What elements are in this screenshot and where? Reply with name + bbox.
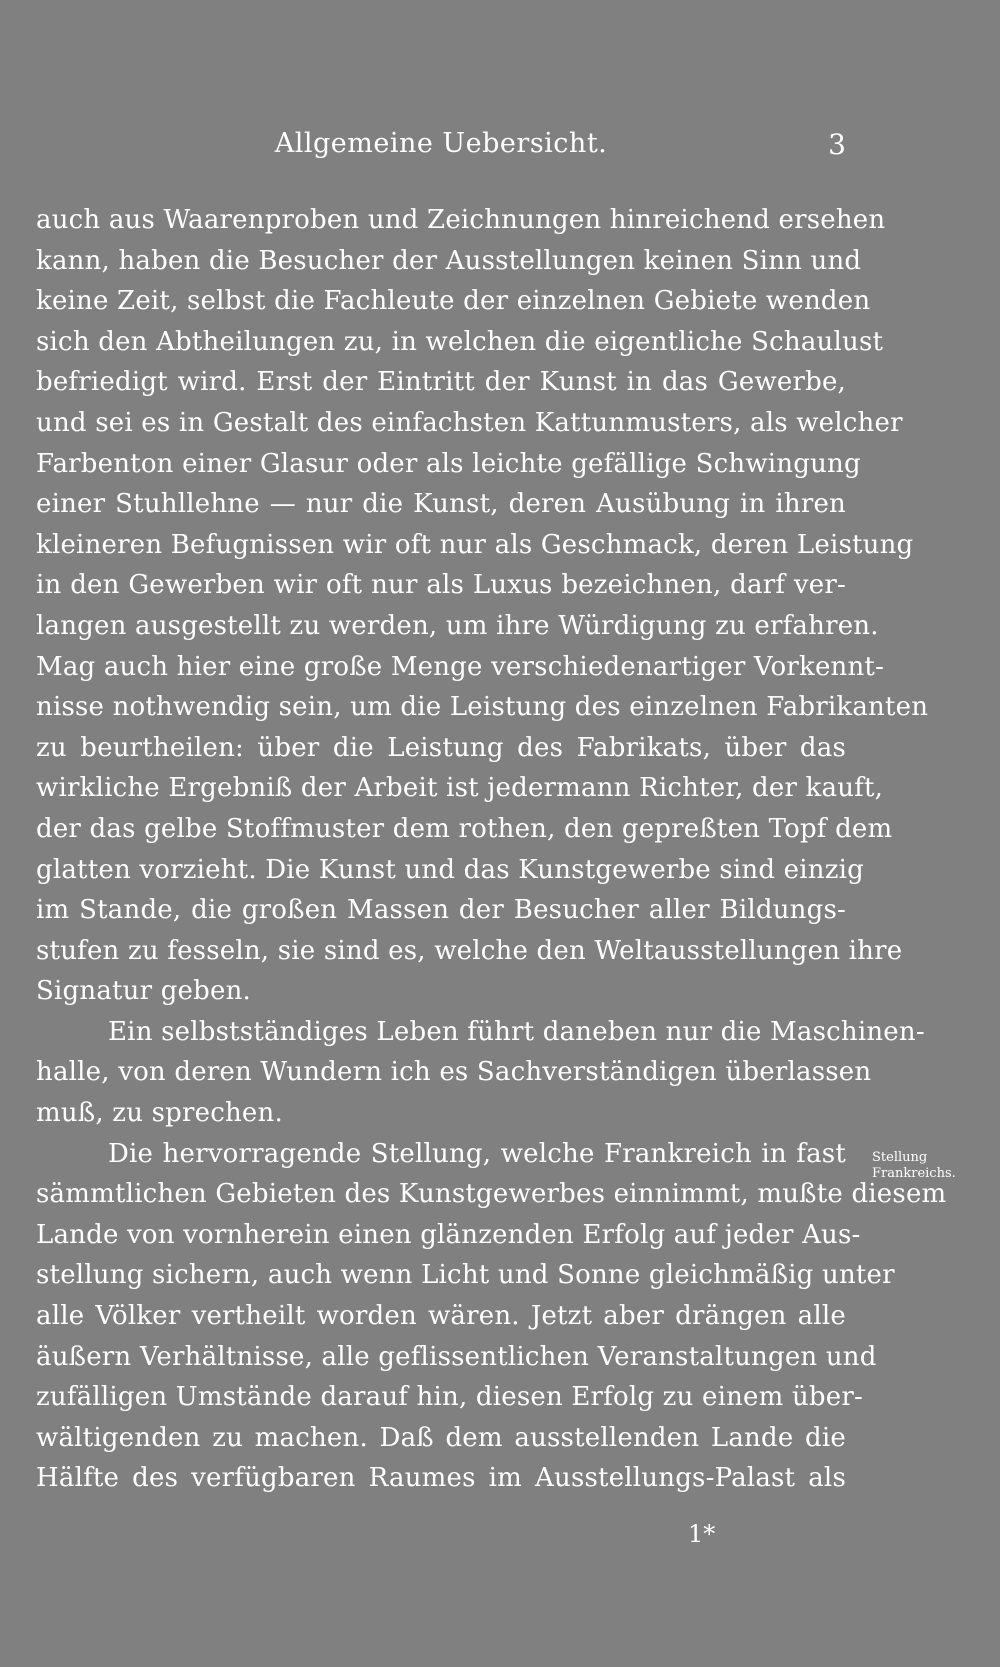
text-line: wältigenden zu machen. Daß dem ausstellenden Lande die xyxy=(36,1422,846,1453)
text-line: kann, haben die Besucher der Ausstellungen keinen Sinn und xyxy=(36,245,862,276)
text-line: Lande von vornherein einen glänzenden Erfolg auf jeder Aus- xyxy=(36,1219,861,1250)
text-line: wirkliche Ergebniß der Arbeit ist jedermann Richter, der kauft, xyxy=(36,773,884,804)
text-line: befriedigt wird. Erst der Eintritt der Kunst in das Gewerbe, xyxy=(36,367,846,398)
text-line: zu beurtheilen: über die Leistung des Fabrikats, über das xyxy=(36,732,846,763)
paragraph-2 xyxy=(36,1012,925,1134)
text-line: Mag auch hier eine große Menge verschiedenartiger Vorkennt- xyxy=(36,651,885,682)
marginal-note-line: Frankreichs. xyxy=(872,1166,956,1181)
text-line: Hälfte des verfügbaren Raumes im Ausstellungs-Palast als xyxy=(36,1463,846,1494)
text-line: in den Gewerben wir oft nur als Luxus bezeichnen, darf ver- xyxy=(36,570,846,601)
text-line: langen ausgestellt zu werden, um ihre Würdigung zu erfahren. xyxy=(36,610,879,641)
text-line: stufen zu fesseln, sie sind es, welche den Weltausstellungen ihre xyxy=(36,935,903,966)
text-line: halle, von deren Wundern ich es Sachverständigen überlassen xyxy=(36,1057,872,1088)
text-line: auch aus Waarenproben und Zeichnungen hinreichend ersehen xyxy=(36,205,886,235)
signature-mark: 1* xyxy=(688,1520,716,1548)
text-line: und sei es in Gestalt des einfachsten Kattunmusters, als welcher xyxy=(36,407,903,438)
text-line: nisse nothwendig sein, um die Leistung des einzelnen Fabrikanten xyxy=(36,692,929,723)
text-line: alle Völker vertheilt worden wären. Jetzt aber drängen alle xyxy=(36,1301,846,1332)
page-number: 3 xyxy=(828,128,846,161)
text-line: im Stande, die großen Massen der Besucher aller Bildungs- xyxy=(36,895,846,926)
text-line: einer Stuhllehne — nur die Kunst, deren Ausübung in ihren xyxy=(36,489,846,520)
marginal-note-line: Stellung xyxy=(872,1150,928,1165)
text-line: Die hervorragende Stellung, welche Frankreich in fast xyxy=(108,1138,846,1169)
text-line: glatten vorzieht. Die Kunst und das Kunstgewerbe sind einzig xyxy=(36,854,864,885)
text-line: kleineren Befugnissen wir oft nur als Geschmack, deren Leistung xyxy=(36,529,914,560)
text-line: sämmtlichen Gebieten des Kunstgewerbes einnimmt, mußte diesem xyxy=(36,1179,947,1210)
text-line: sich den Abtheilungen zu, in welchen die eigentliche Schaulust xyxy=(36,326,884,357)
text-line: Signatur geben. xyxy=(36,976,251,1007)
text-line: Farbenton einer Glasur oder als leichte gefällige Schwingung xyxy=(36,448,861,479)
paragraph-1 xyxy=(36,200,929,1012)
page-header xyxy=(36,128,846,168)
text-line: muß, zu sprechen. xyxy=(36,1098,283,1129)
text-line: keine Zeit, selbst die Fachleute der einzelnen Gebiete wenden xyxy=(36,286,871,317)
text-line: der das gelbe Stoffmuster dem rothen, den gepreßten Topf dem xyxy=(36,813,893,844)
text-line: zufälligen Umstände darauf hin, diesen Erfolg zu einem über- xyxy=(36,1382,863,1413)
text-line: äußern Verhältnisse, alle geflissentlichen Veranstaltungen und xyxy=(36,1341,877,1372)
text-line: stellung sichern, auch wenn Licht und Sonne gleichmäßig unter xyxy=(36,1260,895,1291)
running-title: Allgemeine Uebersicht. xyxy=(274,128,608,159)
text-line: Ein selbstständiges Leben führt daneben nur die Maschinen- xyxy=(108,1016,925,1047)
marginal-note xyxy=(872,1150,992,1182)
